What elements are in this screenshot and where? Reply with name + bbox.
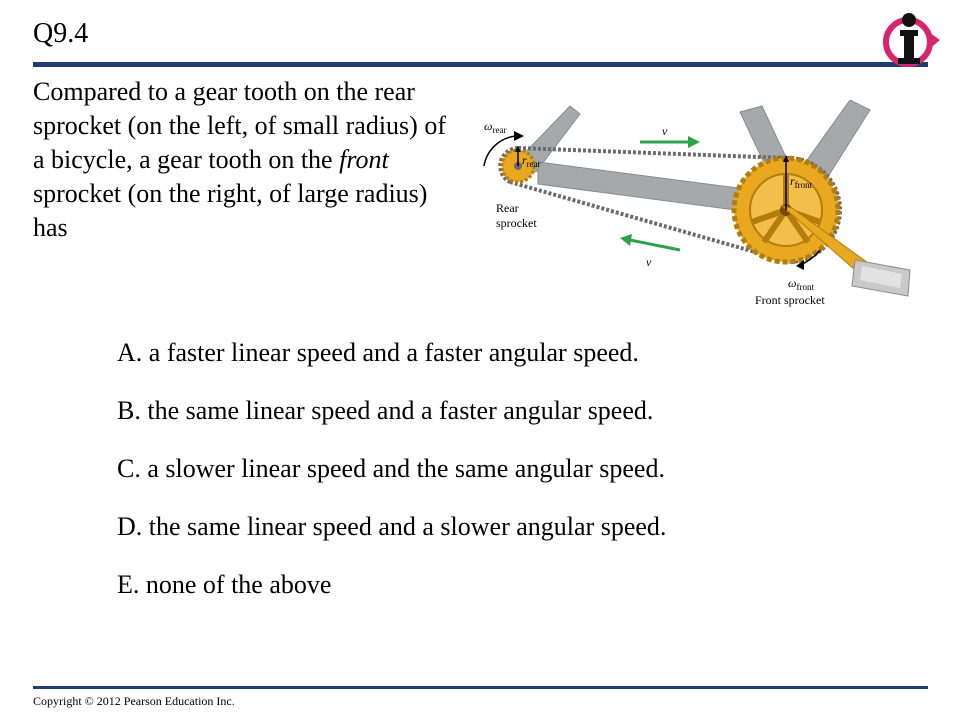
omega-front-subscript: front xyxy=(796,282,814,292)
front-sprocket-label: Front sprocket xyxy=(755,293,825,307)
rear-sprocket-label-line2: sprocket xyxy=(496,216,537,230)
svg-text:ωrear xyxy=(484,119,506,135)
bottom-rule xyxy=(33,686,928,689)
copyright-notice: Copyright © 2012 Pearson Education Inc. xyxy=(33,694,235,708)
slide-id: Q9.4 xyxy=(33,18,89,49)
pedal xyxy=(852,260,910,296)
bicycle-sprocket-figure xyxy=(470,100,920,315)
choice-b[interactable]: B. the same linear speed and a faster angular speed. xyxy=(117,396,654,425)
question-text xyxy=(33,75,463,245)
question-emphasis: front xyxy=(339,145,389,174)
top-rule xyxy=(33,62,928,67)
r-front-subscript: front xyxy=(794,180,813,190)
r-rear-symbol: r xyxy=(522,153,527,167)
r-front-symbol: r xyxy=(790,174,795,188)
front-sprocket xyxy=(734,158,875,276)
choice-d[interactable]: D. the same linear speed and a slower angular speed. xyxy=(117,512,667,541)
info-logo-icon xyxy=(878,10,946,72)
v-bottom-label: v xyxy=(646,255,652,269)
choice-c[interactable]: C. a slower linear speed and the same angular speed. xyxy=(117,454,665,483)
answer-choices xyxy=(117,338,666,628)
v-top-label: v xyxy=(662,124,668,138)
question-before: Compared to a gear tooth on the rear sprocket (on the left, of small radius) of a bicycle, a gear tooth on the xyxy=(33,77,446,174)
rear-sprocket-label-line1: Rear xyxy=(496,201,519,215)
svg-text:ωfront xyxy=(788,276,814,292)
omega-rear-symbol: ω xyxy=(484,119,493,133)
question-after: sprocket (on the right, of large radius) has xyxy=(33,179,428,242)
choice-a[interactable]: A. a faster linear speed and a faster angular speed. xyxy=(117,338,639,367)
omega-front-symbol: ω xyxy=(788,276,797,290)
omega-rear-subscript: rear xyxy=(492,125,507,135)
choice-e[interactable]: E. none of the above xyxy=(117,570,332,599)
r-rear-subscript: rear xyxy=(526,159,541,169)
